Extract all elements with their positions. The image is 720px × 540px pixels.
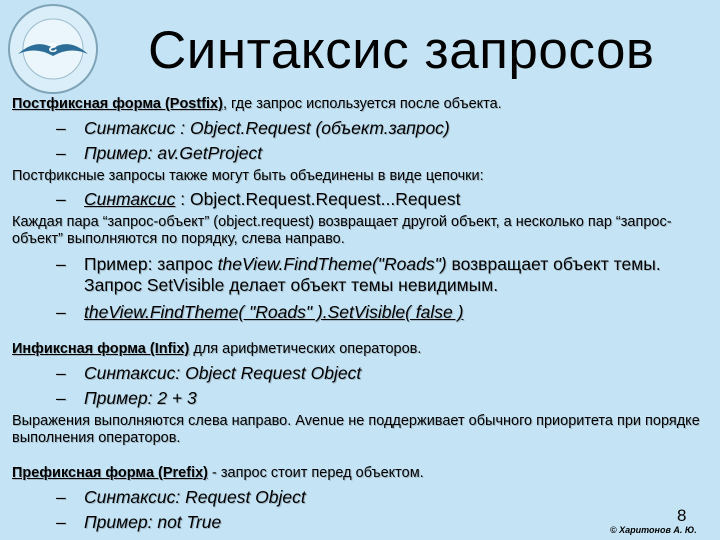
infix-example: – Пример: 2 + 3 (56, 388, 197, 408)
postfix-chain-note: Постфиксные запросы также могут быть объединены в виде цепочки: (12, 168, 484, 184)
slide-content (12, 96, 712, 533)
logo-emblem-icon (6, 2, 100, 96)
postfix-chain-syntax: – Синтаксис : Object.Request.Request...Request (56, 189, 461, 209)
postfix-syntax: – Синтаксис : Object.Request (объект.запрос) (56, 118, 450, 138)
infix-syntax: – Синтаксис: Object Request Object (56, 363, 362, 383)
page-number: 8 (677, 506, 687, 525)
svg-text:Ƨ: Ƨ (48, 40, 58, 55)
copyright: © Харитонов А. Ю. (610, 525, 697, 535)
prefix-example: – Пример: not True (56, 512, 222, 532)
postfix-pair-note: Каждая пара “запрос-объект” (object.request) возвращает другой объект, а несколько пар “запрос-объект” выполняются по порядку, слева направо. (12, 214, 672, 247)
page-title: Синтаксис запросов (148, 21, 655, 80)
infix-note: Выражения выполняются слева направо. Avenue не поддерживает обычного приоритета при порядке выполнения операторов. (12, 413, 700, 446)
prefix-lead: Префиксная форма (Prefix) - запрос стоит перед объектом. (12, 465, 424, 481)
postfix-chain-code: – theView.FindTheme( "Roads" ).SetVisible( false ) (56, 302, 464, 322)
postfix-example: – Пример: av.GetProject (56, 143, 263, 163)
postfix-lead: Постфиксная форма (Postfix), где запрос используется после объекта. (12, 96, 502, 112)
infix-lead: Инфиксная форма (Infix) для арифметических операторов. (12, 341, 422, 357)
prefix-syntax: – Синтаксис: Request Object (56, 487, 306, 507)
logo (6, 2, 100, 96)
postfix-chain-example: – Пример: запрос theView.FindTheme("Roads") возвращает объект темы. Запрос SetVisible делает объект темы невидимым. (56, 254, 661, 295)
